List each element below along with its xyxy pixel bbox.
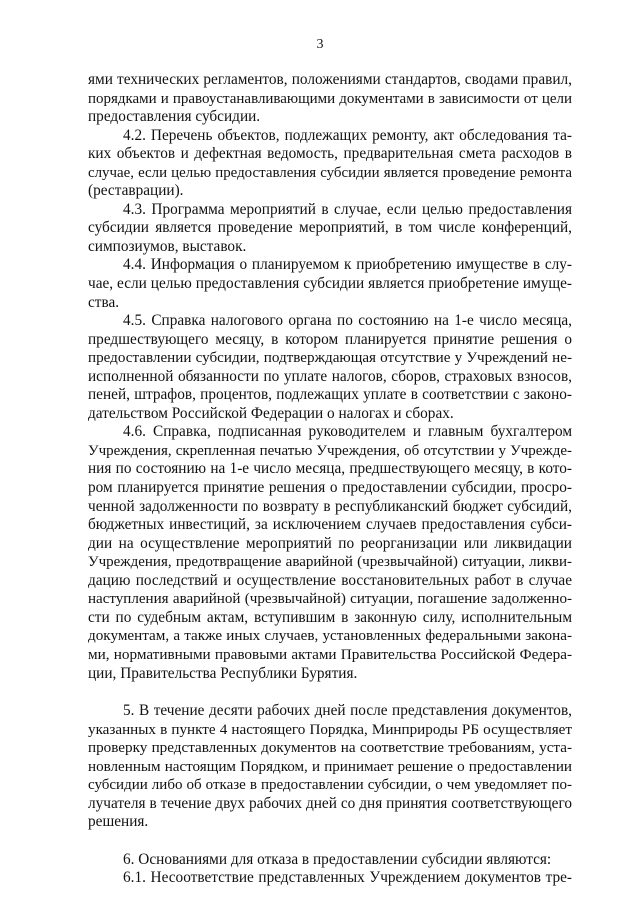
paragraph — [88, 702, 572, 832]
text-line: Учреждения, предотвращение аварийной (чрезвычайной) ситуации, ликви- — [88, 554, 572, 571]
text-line: лучателя в течение двух рабочих дней со дня принятия соответствующего — [88, 794, 572, 812]
text-line: 5. В течение десяти рабочих дней после представления документов, — [123, 702, 572, 720]
text-line: решения. — [88, 813, 149, 831]
text-line: документам, а также иных случаев, установленных федеральными закона- — [88, 627, 572, 645]
text-line: ких объектов и дефектная ведомость, предварительная смета расходов в — [88, 145, 572, 163]
paragraph — [88, 869, 572, 888]
paragraph — [88, 312, 572, 423]
paragraph — [88, 423, 572, 683]
text-line: порядками и правоустанавливающими документами в зависимости от цели — [88, 90, 572, 107]
text-line: предшествующего месяцу, в котором планируется принятие решения о — [88, 330, 572, 348]
text-line: ции, Правительства Республики Бурятия. — [88, 664, 358, 682]
paragraph-gap — [88, 683, 572, 702]
text-line: новленным настоящим Порядком, и принимает решение о предоставлении — [88, 758, 572, 775]
paragraph — [88, 201, 572, 257]
text-line: ром планируется принятие решения о предоставлении субсидии, просро- — [88, 479, 572, 497]
text-line: ченной задолженности по возврату в республиканский бюджет субсидий, — [88, 497, 572, 515]
paragraph — [88, 851, 572, 870]
text-line: субсидии либо об отказе в предоставлении субсидии, о чем уведомляет по- — [88, 777, 572, 794]
text-line: ства. — [88, 293, 120, 311]
paragraph-gap — [88, 832, 572, 851]
text-line: 4.3. Программа мероприятий в случае, если целью предоставления — [123, 200, 572, 218]
paragraph — [88, 71, 572, 127]
text-line: бюджетных инвестиций, за исключением случаев предоставления субси- — [88, 516, 572, 534]
text-line: пеней, штрафов, процентов, подлежащих уплате в соответствии с законо- — [88, 386, 572, 404]
paragraph — [88, 256, 572, 312]
text-line: 4.5. Справка налогового органа по состоянию на 1-е число месяца, — [123, 312, 572, 330]
text-line: предоставления субсидии. — [88, 108, 261, 126]
text-line: 4.6. Справка, подписанная руководителем и главным бухгалтером — [123, 423, 572, 441]
text-line: ния по состоянию на 1-е число месяца, предшествующего месяцу, в кото- — [88, 460, 572, 478]
text-line: субсидии является проведение мероприятий, в том числе конференций, — [88, 219, 572, 237]
text-line: предоставлении субсидии, подтверждающая отсутствие у Учреждений не- — [88, 350, 572, 367]
text-line: чае, если целью предоставления субсидии является приобретение имуще- — [88, 275, 572, 293]
text-line: 6.1. Несоответствие представленных Учреждением документов тре- — [123, 869, 572, 887]
text-line: дательством Российской Федерации о налогах и сборах. — [88, 404, 454, 422]
text-line: исполненной обязанности по уплате налогов, сборов, страховых взносов, — [88, 367, 572, 385]
text-line: 4.4. Информация о планируемом к приобретению имуществе в слу- — [123, 256, 572, 274]
text-line: 6. Основаниями для отказа в предоставлении субсидии являются: — [123, 850, 552, 868]
text-line: симпозиумов, выставок. — [88, 237, 247, 255]
text-line: указанных в пункте 4 настоящего Порядка, Минприроды РБ осуществляет — [88, 721, 572, 738]
paragraph — [88, 127, 572, 201]
text-line: ми, нормативными правовыми актами Правительства Российской Федера- — [88, 645, 572, 663]
text-line: наступления аварийной (чрезвычайной) ситуации, погашение задолженно- — [88, 591, 572, 608]
text-line: дии на осуществление мероприятий по реорганизации или ликвидации — [88, 534, 572, 552]
text-line: ями технических регламентов, положениями стандартов, сводами правил, — [88, 71, 572, 88]
text-line: Учреждения, скрепленная печатью Учреждения, об отсутствии у Учрежде- — [88, 442, 572, 459]
document-body — [88, 71, 572, 888]
text-line: случае, если целью предоставления субсидии является проведение ремонта — [88, 164, 572, 181]
text-line: проверку представленных документов на соответствие требованиям, уста- — [88, 739, 572, 757]
page-number: 3 — [316, 37, 324, 52]
text-line: сти по судебным актам, вступившим в законную силу, исполнительным — [88, 608, 572, 626]
text-line: дацию последствий и осуществление восстановительных работ в случае — [88, 571, 572, 589]
text-line: (реставрации). — [88, 182, 184, 200]
text-line: 4.2. Перечень объектов, подлежащих ремонту, акт обследования та- — [123, 126, 572, 144]
